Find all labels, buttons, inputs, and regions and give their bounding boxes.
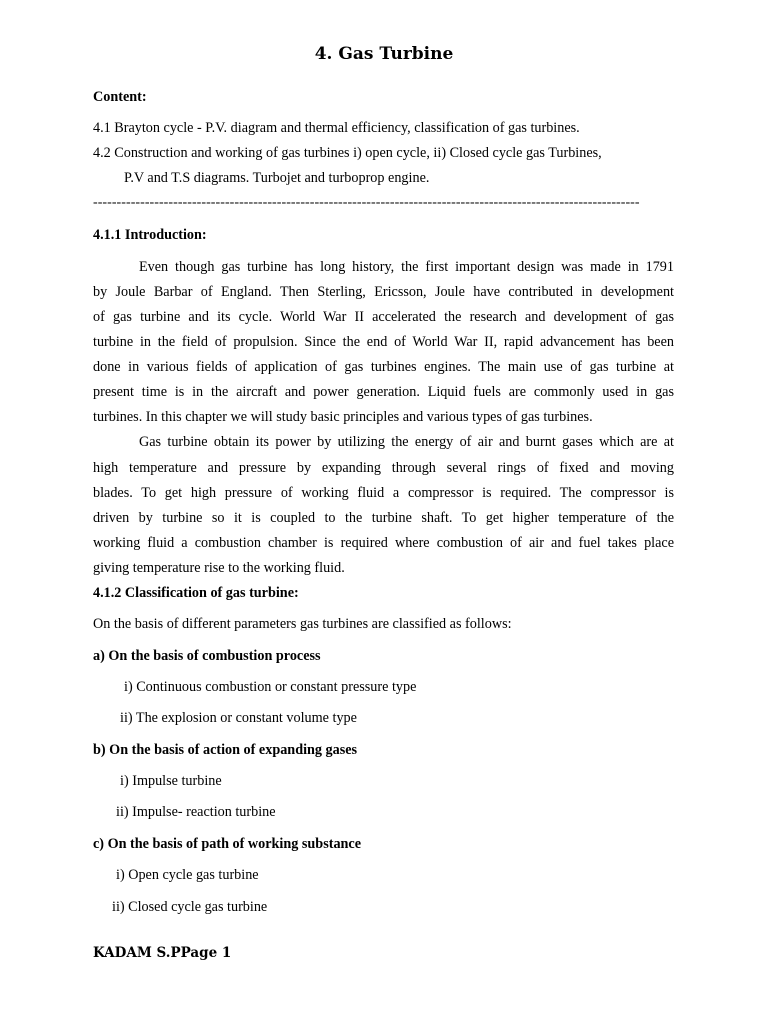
group-heading: c) On the basis of path of working substance (93, 836, 362, 852)
paragraph-line: blades. To get high pressure of working fluid a compressor is required. The compressor is (93, 485, 674, 501)
content-item: 4.2 Construction and working of gas turbines i) open cycle, ii) Closed cycle gas Turbines, (93, 145, 602, 161)
classification-heading: 4.1.2 Classification of gas turbine: (93, 585, 299, 601)
paragraph-line: by Joule Barbar of England. Then Sterling, Ericsson, Joule have contributed in development (93, 284, 674, 300)
list-item: ii) The explosion or constant volume type (120, 710, 357, 726)
content-item: P.V and T.S diagrams. Turbojet and turboprop engine. (124, 170, 430, 186)
group-heading: a) On the basis of combustion process (93, 648, 321, 664)
paragraph-line: done in various fields of application of gas turbines engines. The main use of gas turbine at (93, 359, 674, 375)
page-footer: KADAM S.PPage 1 (93, 945, 232, 961)
paragraph-line: giving temperature rise to the working fluid. (93, 560, 345, 576)
classification-intro: On the basis of different parameters gas turbines are classified as follows: (93, 616, 512, 632)
page-title: 4. Gas Turbine (314, 44, 454, 64)
paragraph-line: turbine in the field of propulsion. Since the end of World War II, rapid advancement has been (93, 334, 674, 350)
paragraph-line: turbines. In this chapter we will study basic principles and various types of gas turbines. (93, 409, 593, 425)
paragraph-line: of gas turbine and its cycle. World War II accelerated the research and development of gas (93, 309, 674, 325)
paragraph-line: high temperature and pressure by expanding through several rings of fixed and moving (93, 460, 674, 476)
list-item: ii) Impulse- reaction turbine (116, 804, 276, 820)
paragraph-line: working fluid a combustion chamber is required where combustion of air and fuel takes place (93, 535, 674, 551)
content-item: 4.1 Brayton cycle - P.V. diagram and thermal efficiency, classification of gas turbines. (93, 120, 580, 136)
separator-line: -------------------------------------------------------------------------------------------------------------------- (93, 195, 640, 210)
list-item: i) Impulse turbine (120, 773, 222, 789)
list-item: ii) Closed cycle gas turbine (112, 899, 268, 915)
paragraph-line: Gas turbine obtain its power by utilizing the energy of air and burnt gases which are at (139, 434, 674, 450)
paragraph-line: present time is in the aircraft and power generation. Liquid fuels are commonly used in gas (93, 384, 674, 400)
paragraph-line: Even though gas turbine has long history, the first important design was made in 1791 (139, 259, 674, 275)
list-item: i) Continuous combustion or constant pressure type (124, 679, 417, 695)
paragraph-line: driven by turbine so it is coupled to the turbine shaft. To get higher temperature of the (93, 510, 674, 526)
list-item: i) Open cycle gas turbine (116, 867, 259, 883)
intro-heading: 4.1.1 Introduction: (93, 227, 207, 243)
group-heading: b) On the basis of action of expanding gases (93, 742, 358, 758)
content-heading: Content: (93, 89, 147, 105)
